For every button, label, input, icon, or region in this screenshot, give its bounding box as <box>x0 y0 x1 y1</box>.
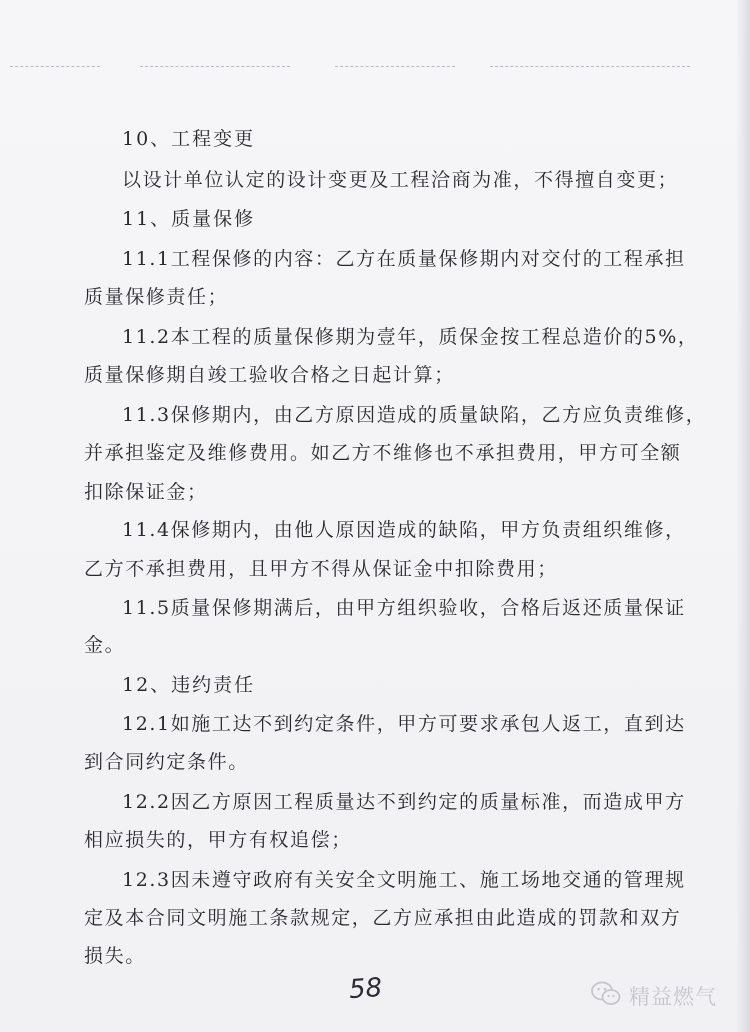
paragraph-line: 12.3因未遵守政府有关安全文明施工、施工场地交通的管理规 <box>122 869 686 891</box>
wechat-icon <box>591 981 621 1011</box>
paragraph-line: 金。 <box>84 634 126 656</box>
watermark-text: 精益燃气 <box>629 985 717 1009</box>
paragraph-line: 乙方不承担费用，且甲方不得从保证金中扣除费用； <box>84 558 558 580</box>
paragraph-line: 12.2因乙方原因工程质量达不到约定的质量标准，而造成甲方 <box>122 791 686 813</box>
scan-artifact-line <box>490 66 690 68</box>
scan-artifact-line <box>335 66 455 68</box>
paragraph-line: 11.1工程保修的内容：乙方在质量保修期内对交付的工程承担 <box>122 248 686 270</box>
paragraph-line: 11.2本工程的质量保修期为壹年，质保金按工程总造价的5%， <box>122 326 699 348</box>
paragraph-line: 质量保修期自竣工验收合格之日起计算； <box>84 364 455 386</box>
paragraph-line: 11.5质量保修期满后，由甲方组织验收，合格后返还质量保证 <box>122 597 686 619</box>
page-edge-shadow <box>736 0 750 1032</box>
paragraph-line: 扣除保证金； <box>84 481 208 503</box>
scan-artifact-line <box>10 66 100 68</box>
paragraph-line: 11.3保修期内，由乙方原因造成的质量缺陷，乙方应负责维修， <box>122 404 707 426</box>
paragraph-line: 以设计单位认定的设计变更及工程洽商为准，不得擅自变更； <box>122 169 679 191</box>
section-heading: 12、违约责任 <box>122 674 256 696</box>
section-heading: 11、质量保修 <box>122 208 256 230</box>
paragraph-line: 损失。 <box>84 945 146 967</box>
paragraph-line: 定及本合同文明施工条款规定，乙方应承担由此造成的罚款和双方 <box>84 907 682 929</box>
paragraph-line: 11.4保修期内，由他人原因造成的缺陷，甲方负责组织维修， <box>122 519 686 541</box>
section-heading: 10、工程变更 <box>122 128 256 150</box>
watermark <box>591 982 717 1010</box>
paragraph-line: 12.1如施工达不到约定条件，甲方可要求承包人返工，直到达 <box>122 713 686 735</box>
paragraph-line: 相应损失的，甲方有权追偿； <box>84 829 352 851</box>
paragraph-line: 并承担鉴定及维修费用。如乙方不维修也不承担费用，甲方可全额 <box>84 442 682 464</box>
paragraph-line: 质量保修责任； <box>84 286 229 308</box>
paragraph-line: 到合同约定条件。 <box>84 751 249 773</box>
handwritten-page-number: 58 <box>347 972 384 1006</box>
scan-artifact-line <box>140 66 290 68</box>
